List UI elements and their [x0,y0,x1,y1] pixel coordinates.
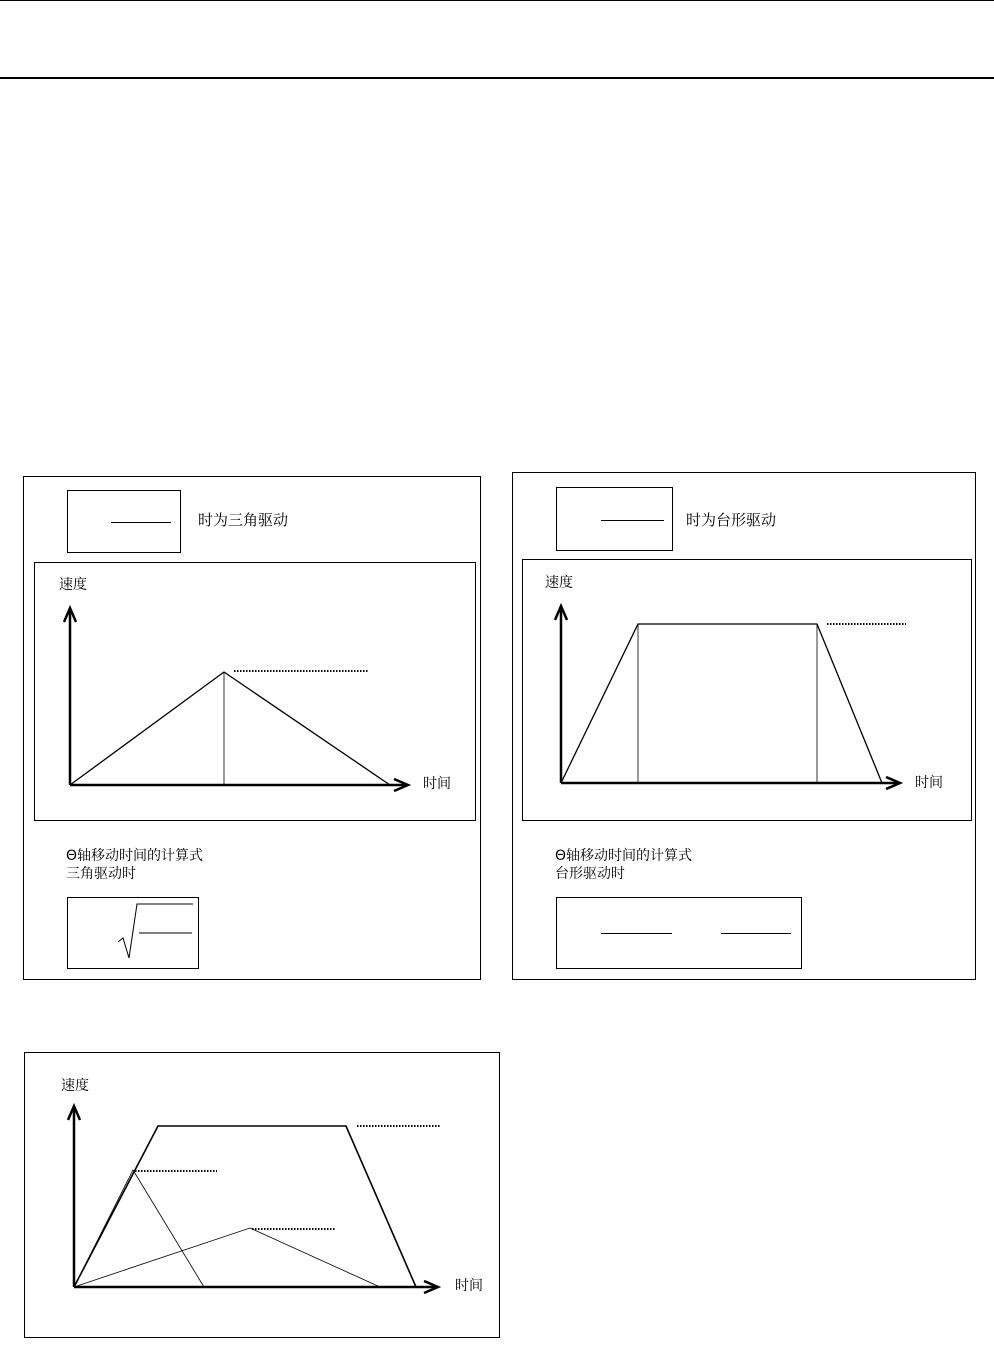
fraction-bar [111,522,171,523]
trapezoid-x-axis-label: 时间 [915,775,943,791]
top-rule [0,0,994,1]
trapezoid-chart-frame [522,559,972,821]
triangle-chart-frame [34,562,476,821]
triangle-condition-box [67,490,181,553]
trapezoid-condition-text: 时为台形驱动 [686,511,777,529]
triangle-formula-box [67,897,199,969]
fraction-bar [601,933,672,934]
trapezoid-y-axis-label: 速度 [545,575,573,591]
trapezoid-condition-box [556,487,673,551]
triangle-y-axis-label: 速度 [59,577,87,593]
combined-y-axis-label: 速度 [61,1078,89,1094]
triangle-formula-subtitle: 三角驱动时 [66,866,136,882]
combined-x-axis-label: 时间 [455,1278,483,1294]
triangle-formula-title: Θ轴移动时间的计算式 [66,848,204,864]
combined-panel [24,1052,500,1338]
fraction-bar [601,520,664,521]
fraction-bar [721,933,791,934]
trapezoid-formula-subtitle: 台形驱动时 [555,866,625,882]
triangle-x-axis-label: 时间 [423,776,451,792]
trapezoid-formula-title: Θ轴移动时间的计算式 [555,848,693,864]
triangle-condition-text: 时为三角驱动 [198,511,289,529]
trapezoid-formula-box [556,897,802,969]
header-rule [0,77,994,79]
